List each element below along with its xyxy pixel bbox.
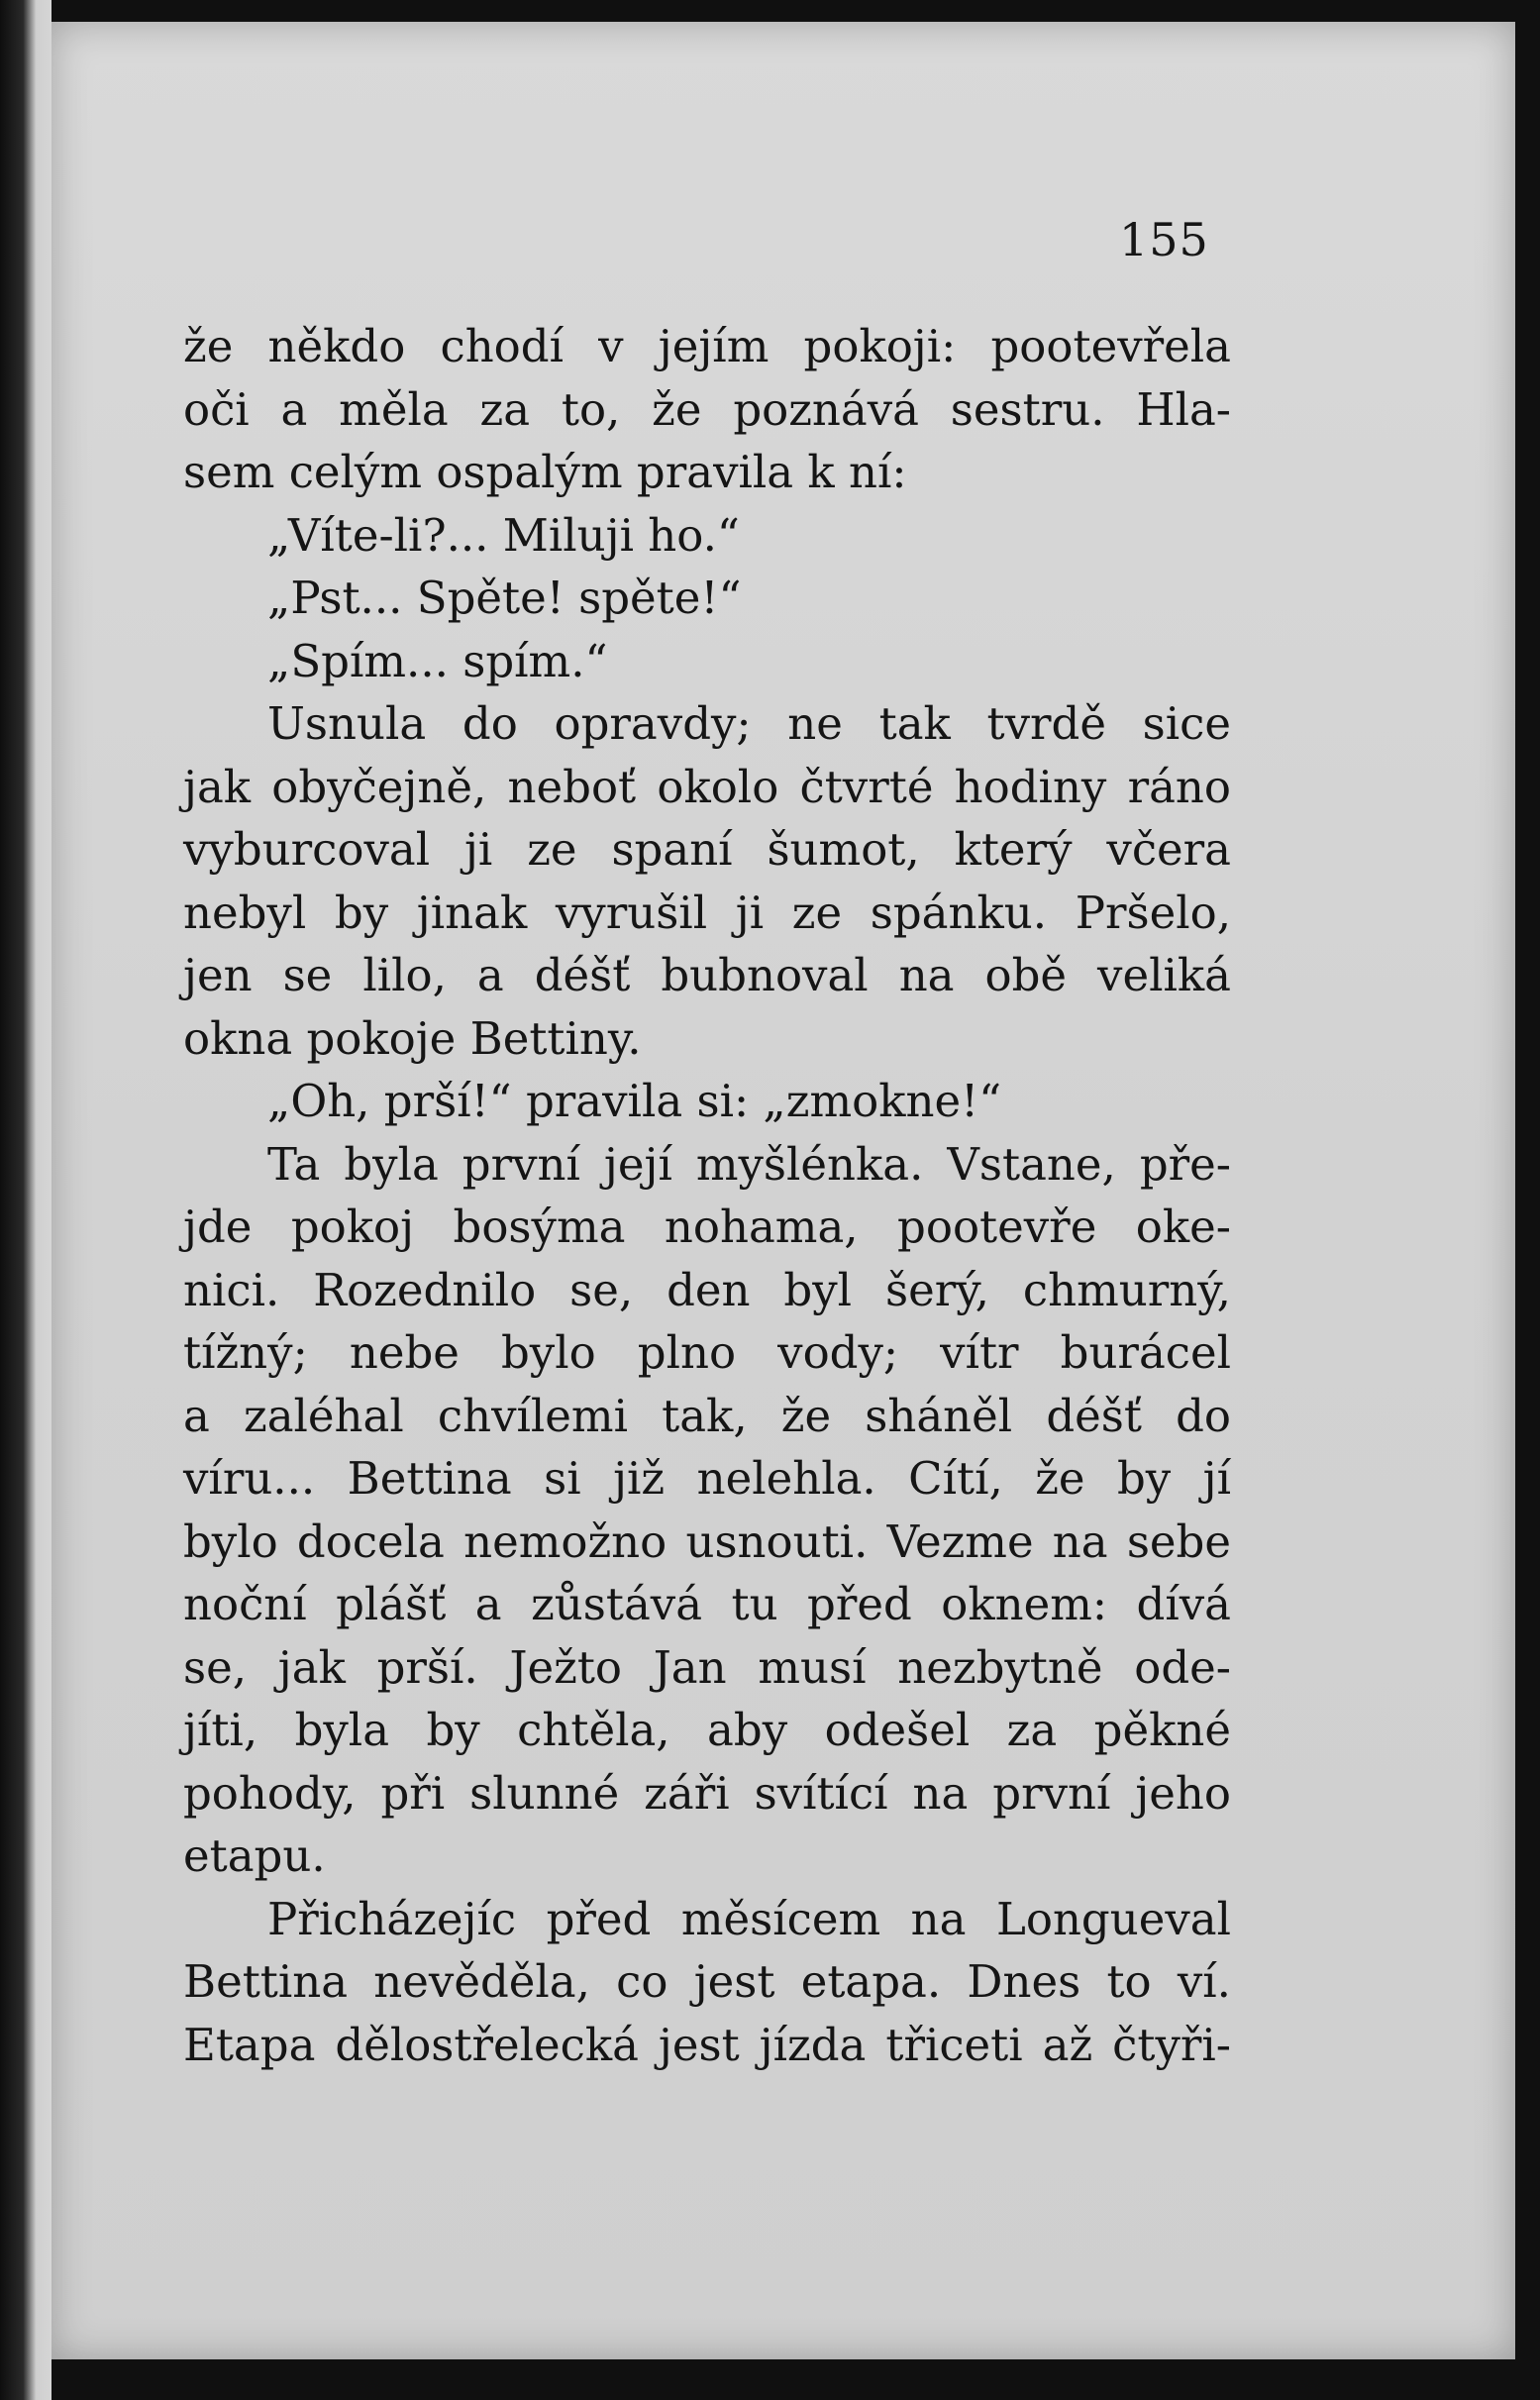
text-line: „Pst... Spěte! spěte!“ — [267, 572, 742, 624]
text-line: bylo docela nemožno usnouti. Vezme na sebe — [183, 1514, 1231, 1568]
text-line: se, jak prší. Ježto Jan musí nezbytně ode- — [183, 1640, 1231, 1694]
text-line: pohody, při slunné záři svítící na první jeho — [183, 1766, 1231, 1820]
book-spine-edge — [0, 0, 51, 2400]
text-line: jen se lilo, a déšť bubnoval na obě veliká — [183, 949, 1231, 1001]
text-line: nici. Rozednilo se, den byl šerý, chmurný, — [183, 1263, 1231, 1316]
text-line: že někdo chodí v jejím pokoji: pootevřela — [183, 320, 1231, 372]
text-line: jde pokoj bosýma nohama, pootevře oke- — [183, 1200, 1231, 1253]
text-line: „Víte-li?... Miluji ho.“ — [267, 508, 740, 562]
text-line: víru... Bettina si již nelehla. Cítí, že by jí — [183, 1452, 1231, 1505]
text-line: a zaléhal chvílemi tak, že sháněl déšť do — [183, 1389, 1231, 1442]
text-line: jíti, byla by chtěla, aby odešel za pěkné — [183, 1704, 1231, 1756]
text-line: tížný; nebe bylo plno vody; vítr burácel — [183, 1326, 1231, 1379]
text-line: sem celým ospalým pravila k ní: — [183, 446, 907, 498]
text-line: nebyl by jinak vyrušil ji ze spánku. Pršelo, — [183, 886, 1231, 939]
text-line: jak obyčejně, neboť okolo čtvrté hodiny ráno — [183, 760, 1231, 813]
body-text — [183, 315, 1231, 2076]
text-line: Přicházejíc před měsícem na Longueval — [267, 1892, 1231, 1945]
text-line: oči a měla za to, že poznává sestru. Hla- — [183, 382, 1231, 436]
text-line: Ta byla první její myšlénka. Vstane, pře- — [267, 1137, 1231, 1191]
page-number: 155 — [1119, 213, 1209, 266]
text-line: vyburcoval ji ze spaní šumot, který včera — [183, 823, 1231, 876]
text-line: etapu. — [183, 1829, 326, 1882]
text-line: „Oh, prší!“ pravila si: „zmokne!“ — [267, 1075, 1002, 1127]
text-line: noční plášť a zůstává tu před oknem: dívá — [183, 1578, 1231, 1630]
text-line: Bettina nevěděla, co jest etapa. Dnes to ví. — [183, 1955, 1231, 2008]
text-line: Usnula do opravdy; ne tak tvrdě sice — [267, 697, 1231, 750]
text-line: okna pokoje Bettiny. — [183, 1011, 642, 1065]
text-line: „Spím... spím.“ — [267, 634, 608, 687]
text-line: Etapa dělostřelecká jest jízda třiceti až čtyři- — [183, 2018, 1231, 2071]
